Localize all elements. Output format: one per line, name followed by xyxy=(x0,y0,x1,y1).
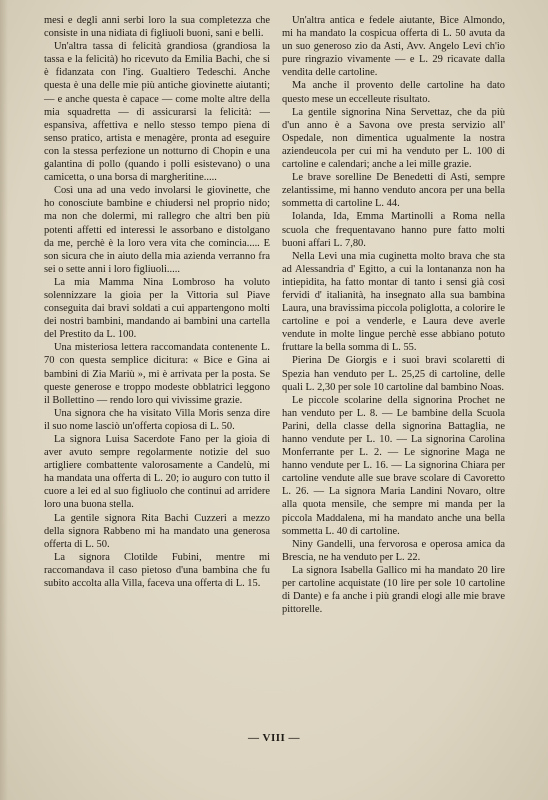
paragraph: La mia Mamma Nina Lombroso ha voluto solennizzare la gioia per la Vittoria sul Piave conseguita dai bravi soldati a cui appartengono molti dei nostri bambini, mandando ai bambini una cartella del Prestito da L. 100. xyxy=(44,276,270,341)
paragraph: Così una ad una vedo involarsi le giovinette, che ho conosciute bambine e chiudersi nel proprio nido; ma non che dolermi, mi rallegro che altri ben più potenti affetti ed interessi le assorbano e distolgano da me, perchè è la loro vera vita che comincia..... E son sicura che in aiuto della mia azienda verranno fra sei o sette anni i loro figliuoli..... xyxy=(44,185,270,275)
paragraph: La gentile signorina Nina Servettaz, che da più d'un anno è a Savona ove presta servizio all' Ospedale, non dimentica ugualmente la nostra aziendeucola per cui mi ha venduto per L. 100 di cartoline e calendari; anche a lei mille grazie. xyxy=(282,106,505,171)
paragraph: Le piccole scolarine della signorina Prochet ne han venduto per L. 8. — Le bambine della Scuola Parini, della classe della signorina Battaglia, ne hanno vendute per L. 10. — La signorina Carolina Monferrante per L. 2. — Le signorine Maga ne hanno vendute per L. 16. — La signorina Chiara per cartoline vendute alle sue brave scolare di Cavoretto L. 26. — La signora Maria Landini Novaro, oltre alla quota mensile, che sempre mi manda per la piccola Maddalena, mi ha mandato anche una bella sommetta L. 40 di cartoline. xyxy=(282,394,505,537)
page-number: — VIII — xyxy=(247,732,301,744)
paragraph: Niny Gandelli, una fervorosa e operosa amica da Brescia, ne ha venduto per L. 22. xyxy=(282,538,505,563)
paragraph: Una signora che ha visitato Villa Moris senza dire il suo nome lasciò un'offerta copiosa di L. 50. xyxy=(44,407,270,432)
right-column xyxy=(282,14,505,616)
paragraph: La signora Isabella Gallico mi ha mandato 20 lire per cartoline acquistate (10 lire per sole 10 cartoline di Dante) e fa anche i più grandi elogi alle mie brave pittorelle. xyxy=(282,564,505,616)
paragraph: Ma anche il provento delle cartoline ha dato questo mese un eccelleute risultato. xyxy=(282,80,505,105)
paragraph: Un'altra tassa di felicità grandiosa (grandiosa la tassa e la felicità) ho ricevuto da Emilia Bachi, che si è fidanzata con l'ing. Gualtiero Tedeschi. Anche questa è una delle mie più antiche giovinette aiutanti; — e anche questa è capace — come molte altre della mia squadretta — di assicurarsi la felicità: — espansiva, affettiva e nello stesso tempo piena di senso pratico, artista e menagère, pronta ad eseguire con la stessa perfezione un notturno di Chopin e una galantina di pollo (quando i polli esistevano) o una camicetta, o una borsa di margheritine..... xyxy=(44,41,270,184)
paragraph: Nella Levi una mia cuginetta molto brava che sta ad Alessandria d' Egitto, a cui la lontananza non ha intiepidita, ha fatto montar di tanto i sensi già così fervidi d' italianità, ha insegnato alla sua bambina Laura, una bravissima piccola poliglotta, a colorire le cartoline e poi a venderle, e Laura deve averle vendute in molte lingue perchè esse abbiano potuto fruttare la bella somma di L. 55. xyxy=(282,250,505,354)
binding-shadow xyxy=(0,0,8,800)
paragraph: Le brave sorelline De Benedetti di Asti, sempre zelantissime, mi hanno venduto ancora per una bella sommetta di cartoline L. 44. xyxy=(282,172,505,210)
left-column xyxy=(44,14,270,590)
paragraph: Una misteriosa lettera raccomandata contenente L. 70 con questa semplice dicitura: « Bice e Gina ai bambini di Zia Mariù », mi è arrivata per la posta. Se queste generose e troppo modeste obblatrici leggono il Bollettino — rendo loro qui vivissime grazie. xyxy=(44,342,270,406)
paragraph: La gentile signora Rita Bachi Cuzzeri a mezzo della signora Rabbeno mi ha mandato una generosa offerta di L. 50. xyxy=(44,512,270,550)
paragraph: La signora Clotilde Fubini, mentre mi raccomandava il caso pietoso d'una bambina che fu subito accolta alla Villa, faceva una offerta di L. 15. xyxy=(44,551,270,590)
paragraph: Un'altra antica e fedele aiutante, Bice Almondo, mi ha mandato la cospicua offerta di L. 50 avuta da un suo generoso zio da Asti, Avv. Angelo Levi ch'io pure ringrazio vivamente — e L. 29 ricavate dalla vendita delle cartoline. xyxy=(282,15,505,79)
paragraph: Iolanda, Ida, Emma Martinolli a Roma nella scuola che frequentavano hanno pure fatto molti buoni affari L. 7,80. xyxy=(282,211,505,249)
paragraph: mesi e degli anni serbi loro la sua completezza che consiste in una nidiata di figliuoli buoni, sani e belli. xyxy=(44,15,270,40)
paragraph: Pierina De Giorgis e i suoi bravi scolaretti di Spezia han venduto per L. 25,25 di cartoline, delle quali L. 2,30 per sole 10 cartoline dal bambino Noas. xyxy=(282,355,505,393)
paragraph: La signora Luisa Sacerdote Fano per la gioia di aver avuto sempre regolarmente notizie del suo artigliere combattente valorosamente a Candelù, mi ha mandata una offerta di L. 20; io auguro con tutto il cuore a lei ed al suo figliuolo che continui ad arridere loro una buona stella. xyxy=(44,434,270,511)
